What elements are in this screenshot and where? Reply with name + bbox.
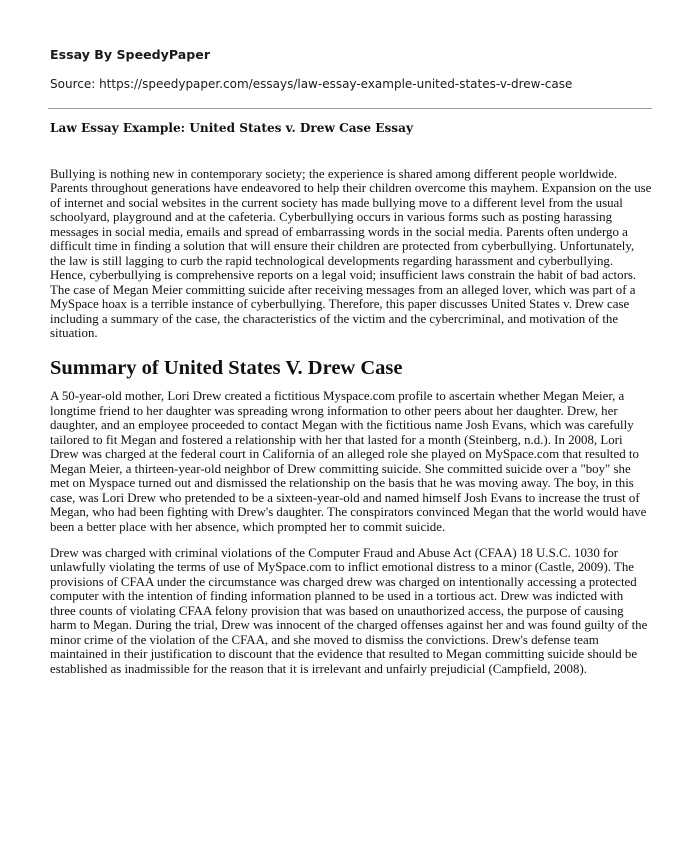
brand-title: Essay By SpeedyPaper [50, 47, 211, 62]
essay-title: Law Essay Example: United States v. Drew Case Essay [50, 121, 413, 135]
header-divider [48, 108, 652, 109]
source-line: Source: https://speedypaper.com/essays/law-essay-example-united-states-v-drew-case [50, 77, 573, 91]
summary-paragraph-2: Drew was charged with criminal violations of the Computer Fraud and Abuse Act (CFAA) 18 U.S.C. 1030 for unlawfully violating the terms of use of MySpace.com to inflict emotional distress to a minor (Castle, 2009). The provisions of CFAA under the circumstance was charged drew was charged on intentionally accessing a protected computer with the intention of finding information planned to be used in a tortious act. Drew was indicted with three counts of violating CFAA felony provision that was based on unauthorized access, the purpose of causing harm to Megan. During the trial, Drew was innocent of the charged offenses against her and was found guilty of the minor crime of the violation of the CFAA, and she moved to dismiss the convictions. Drew's defense team maintained in their justification to discount that the evidence that resulted to Megan committing suicide should be established as inadmissible for the reason that it is irrelevant and unfairly prejudicial (Campfield, 2008). [50, 545, 648, 676]
essay-body [50, 167, 652, 688]
section-heading: Summary of United States V. Drew Case [50, 357, 403, 380]
intro-paragraph: Bullying is nothing new in contemporary society; the experience is shared among different people worldwide. Parents throughout generations have endeavored to help their children overcome this mayhem. Expansion on the use of internet and social websites in the current society has made bullying move to a different level from the usual schoolyard, playground and at the cafeteria. Cyberbullying occurs in various forms such as posting harassing messages in social media, emails and spread of embarrassing words in the social media. Parents often undergo a difficult time in finding a solution that will ensure their children are protected from cyberbullying. Unfortunately, the law is still lagging to curb the rapid technological developments regarding harassment and cyberbullying. Hence, cyberbullying is comprehensive reports on a legal void; insufficient laws constrain the habit of bad actors. The case of Megan Meier committing suicide after receiving messages from an alleged lover, which was part of a MySpace hoax is a terrible instance of cyberbullying. Therefore, this paper discusses United States v. Drew case including a summary of the case, the characteristics of the victim and the cybercriminal, and motivation of the situation. [50, 167, 652, 340]
summary-paragraph-1: A 50-year-old mother, Lori Drew created a fictitious Myspace.com profile to ascertain whether Megan Meier, a longtime friend to her daughter was spreading wrong information to other peers about her daughter. Drew, her daughter, and an employee proceeded to contact Megan with the fictitious name Josh Evans, which was carefully tailored to fit Megan and fostered a relationship with her that lasted for a month (Steinberg, n.d.). In 2008, Lori Drew was charged at the federal court in California of an alleged role she played on MySpace.com that resulted to Megan Meier, a thirteen-year-old neighbor of Drew committing suicide. She committed suicide over a "boy" she met on Myspace turned out and dismissed the relationship on the basis that he was moving away. The boy, in this case, was Lori Drew who pretended to be a sixteen-year-old and named himself Josh Evans to increase the trust of Megan, who had been fighting with Drew's daughter. The conspirators convinced Megan that the world would have been a better place with her absence, which prompted her to commit suicide. [50, 389, 647, 534]
